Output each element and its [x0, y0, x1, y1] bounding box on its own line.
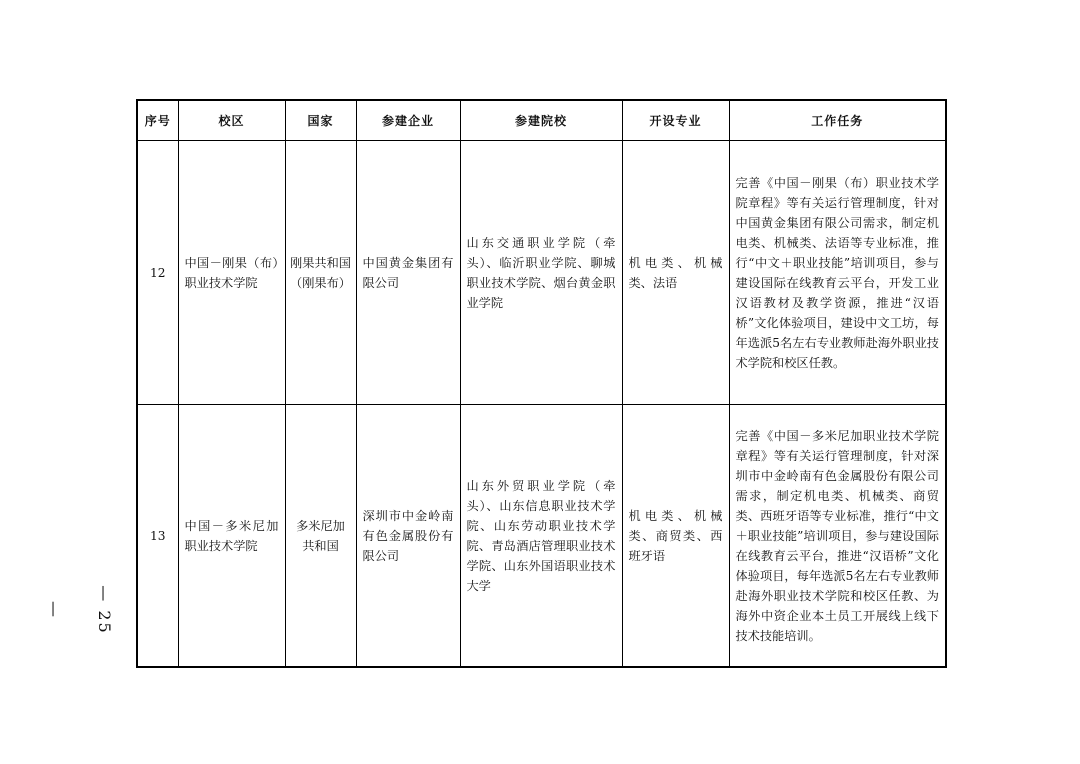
project-table	[136, 99, 947, 668]
row-serial: 12	[137, 141, 178, 405]
header-country: 国家	[285, 100, 356, 141]
row-serial: 13	[137, 405, 178, 668]
header-colleges: 参建院校	[460, 100, 622, 141]
header-row	[137, 100, 946, 141]
row-tasks: 完善《中国－多米尼加职业技术学院章程》等有关运行管理制度，针对深圳市中金岭南有色金属股份有限公司需求，制定机电类、机械类、商贸类、西班牙语等专业标准，推行“中文＋职业技能”培训项目，参与建设国际在线教育云平台，推进“汉语桥”文化体验项目，每年选派5名左右专业教师赴海外职业技术学院和校区任教、为海外中资企业本土员工开展线上线下技术技能培训。	[729, 405, 946, 668]
table-row	[137, 141, 946, 405]
row-colleges: 山东交通职业学院（牵头）、临沂职业学院、聊城职业技术学院、烟台黄金职业学院	[460, 141, 622, 405]
row-enterprise: 深圳市中金岭南有色金属股份有限公司	[356, 405, 460, 668]
row-tasks: 完善《中国－刚果（布）职业技术学院章程》等有关运行管理制度，针对中国黄金集团有限公司需求，制定机电类、机械类、法语等专业标准，推行“中文＋职业技能”培训项目，参与建设国际在线教育云平台，开发工业汉语教材及教学资源，推进“汉语桥”文化体验项目，建设中文工坊，每年选派5名左右专业教师赴海外职业技术学院和校区任教。	[729, 141, 946, 405]
row-campus: 中国－刚果（布）职业技术学院	[178, 141, 285, 405]
row-campus: 中国－多米尼加职业技术学院	[178, 405, 285, 668]
row-enterprise: 中国黄金集团有限公司	[356, 141, 460, 405]
page-number: — 25 —	[45, 585, 114, 635]
row-majors: 机电类、机械类、法语	[622, 141, 729, 405]
header-majors: 开设专业	[622, 100, 729, 141]
header-enterprise: 参建企业	[356, 100, 460, 141]
row-majors: 机电类、机械类、商贸类、西班牙语	[622, 405, 729, 668]
header-serial: 序号	[137, 100, 178, 141]
table-row	[137, 405, 946, 668]
row-country: 多米尼加共和国	[285, 405, 356, 668]
header-tasks: 工作任务	[729, 100, 946, 141]
row-country: 刚果共和国（刚果布）	[285, 141, 356, 405]
row-colleges: 山东外贸职业学院（牵头）、山东信息职业技术学院、山东劳动职业技术学院、青岛酒店管理职业技术学院、山东外国语职业技术大学	[460, 405, 622, 668]
header-campus: 校区	[178, 100, 285, 141]
